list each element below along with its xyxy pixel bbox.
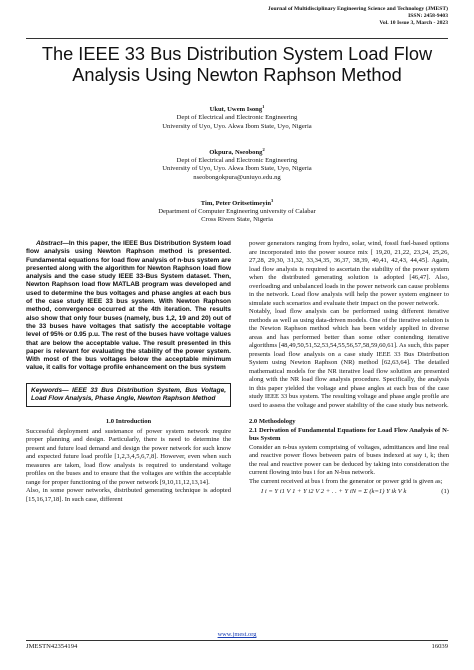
header-rule <box>26 38 448 39</box>
section-heading-methodology: 2.0 Methodology <box>249 418 296 425</box>
journal-issn: ISSN: 2458-9403 <box>408 13 448 20</box>
footer-page-number: 16039 <box>431 643 448 650</box>
equation-number: (1) <box>441 488 449 495</box>
author-block <box>26 103 448 131</box>
footer-article-code: JMESTN42354194 <box>26 643 78 650</box>
author-name: Ukut, Uwem Isong <box>209 106 263 114</box>
body-paragraph: Consider an n-bus system comprising of voltages, admittances and line real and reactive power flows between pairs of buses indexed at say i, k; then the real and reactive power can be deduced by taking into consideration the current flowing into bus i for an N-bus network. <box>249 443 449 476</box>
journal-header <box>268 6 448 28</box>
author-email: nseobongokpura@uniuyo.edu.ng <box>193 173 281 181</box>
section-heading-introduction: 1.0 Introduction <box>105 418 152 426</box>
right-column <box>249 240 449 497</box>
author-block <box>26 146 448 182</box>
equation-1 <box>249 488 449 497</box>
intro-paragraph: Also, in some power networks, distributed generating technique is adopted [15,16,17,18]. In such case, different <box>26 487 231 503</box>
author-affiliation-mark: 3 <box>271 197 274 203</box>
intro-paragraph: Successful deployment and sustenance of power system network require proper planning and design. Particularly, there is need to determine the present and future load demand and design the power network for such know and expected future load profile [1,2,3,4,5,6,7,8]. However, even when such measures are taken, load flow analysis is required to understand voltage profiles on the buses and to ensure that the voltages are within the acceptable range for proper functioning of the power network [9,10,11,12,13,14]. <box>26 427 231 486</box>
author-name: Okpura, Nseobong <box>209 148 263 156</box>
journal-name: Journal of Multidisciplinary Engineering Science and Technology (JMEST) <box>267 6 448 12</box>
author-affiliation: Cross Rivers State, Nigeria <box>201 216 273 224</box>
body-paragraph: Notably, load flow analysis can be performed using different iterative methods as well as using data-driven models. One of the iterative solution is the Newton Raphson method which has been widely applied in diverse areas and has performed better than some other contending iterative algorithms [48,49,50,51,52,53,54,55,56,57,58,59,60,61]. As such, this paper presents load flow analysis on a case study IEEE 33 Bus Distribution System using Newton Raphson (NR) method [62,63,64]. The detailed mathematical models for the NR iterative load flow solution are presented along with the NR load flow analysis procedure. Specifically, the analysis in this paper yielded the voltage and phase angles at each bus of the case study IEEE 33 bus system. The resulting voltage and phase angle profile are used to assess the voltage and power stability of the case study bus network. <box>249 308 449 409</box>
author-affiliation-mark: 2 <box>262 146 265 152</box>
keywords-box <box>26 383 231 407</box>
author-name: Tim, Peter Oritsetimeyin <box>200 199 271 207</box>
journal-volume: Vol. 10 Issue 3, March - 2023 <box>379 20 448 27</box>
journal-url-link[interactable]: www.jmest.org <box>217 631 257 638</box>
abstract <box>26 240 231 373</box>
author-affiliation-mark: 1 <box>262 104 265 109</box>
author-affiliation: Dept of Electrical and Electronic Engineering <box>176 157 298 165</box>
author-affiliation: Department of Computer Engineering university of Calabar <box>158 208 316 216</box>
author-affiliation: Dept of Electrical and Electronic Engineering <box>176 114 298 122</box>
left-column <box>26 240 231 504</box>
equation-body: I i = Y i1 V 1 + Y i2 V 2 + . . + Y iN = Σ (k=1) Y ik V k <box>261 488 407 495</box>
keywords-lead: Keywords <box>31 386 63 394</box>
author-list <box>26 103 448 240</box>
author-affiliation: University of Uyo, Uyo. Akwa Ibom State, Uyo, Nigeria <box>162 165 312 173</box>
author-affiliation: University of Uyo, Uyo. Akwa Ibom State, Uyo, Nigeria <box>162 122 312 130</box>
subsection-heading: 2.1 Derivation of Fundamental Equations for Load Flow Analysis of N-bus System <box>249 426 449 442</box>
body-paragraph: The current received at bus i from the generator or power grid is given as; <box>249 477 443 485</box>
keywords-text: — IEEE 33 Bus Distribution System, Bus Voltage, Load Flow Analysis, Phase Angle, Newton Raphson Method <box>31 386 226 402</box>
paper-title: The IEEE 33 Bus Distribution System Load Flow Analysis Using Newton Raphson Method <box>41 44 433 85</box>
abstract-text: —In this paper, the IEEE Bus Distribution System load flow analysis using Newton Raphson method is presented. Fundamental equations for load flow analysis of n-bus system are presented along with the algorithm for Newton Raphson load flow analysis and the case study IEEE 33-Bus System dataset. Then, Newton Raphson load flow MATLAB program was developed and used to determine the bus voltages and phase angles at each bus of the case study IEEE 33 bus system. With Newton Raphson method, convergence occurred at the 4th iteration. The results also show that only four buses (namely, bus 1,2, 19 and 20) out of the 33 buses have voltages that satisfy the acceptable voltage level of 95% or 0.95 p.u. The rest of the buses have voltage values that are below the acceptable value. The result presented in this paper is relevant for evaluating the stability of the power system. With most of the bus voltages below the acceptable minimum value, it calls for voltage profile enhancement on the bus system <box>26 240 231 372</box>
footer-rule <box>26 640 448 641</box>
author-block <box>26 197 448 225</box>
abstract-lead: Abstract <box>36 240 63 247</box>
body-paragraph: power generators ranging from hydro, solar, wind, fossil fuel-based options are incorporated into the power source mix [ 19,20, 21,22, 23,24, 25,26, 27,28, 29,30, 31,32, 33,34,35, 36,37, 38,39, 40,41, 42,43, 44,45]. Again, load flow analysis is required to ascertain the stability of the power system when the distributed generating solution is adopted [46,47]. Also, overloading and unbalanced loads in the power network can cause problems in the network. Load flow analysis will help the power system engineer to simulate such scenarios and evaluate their impact on the power network. <box>249 240 449 307</box>
